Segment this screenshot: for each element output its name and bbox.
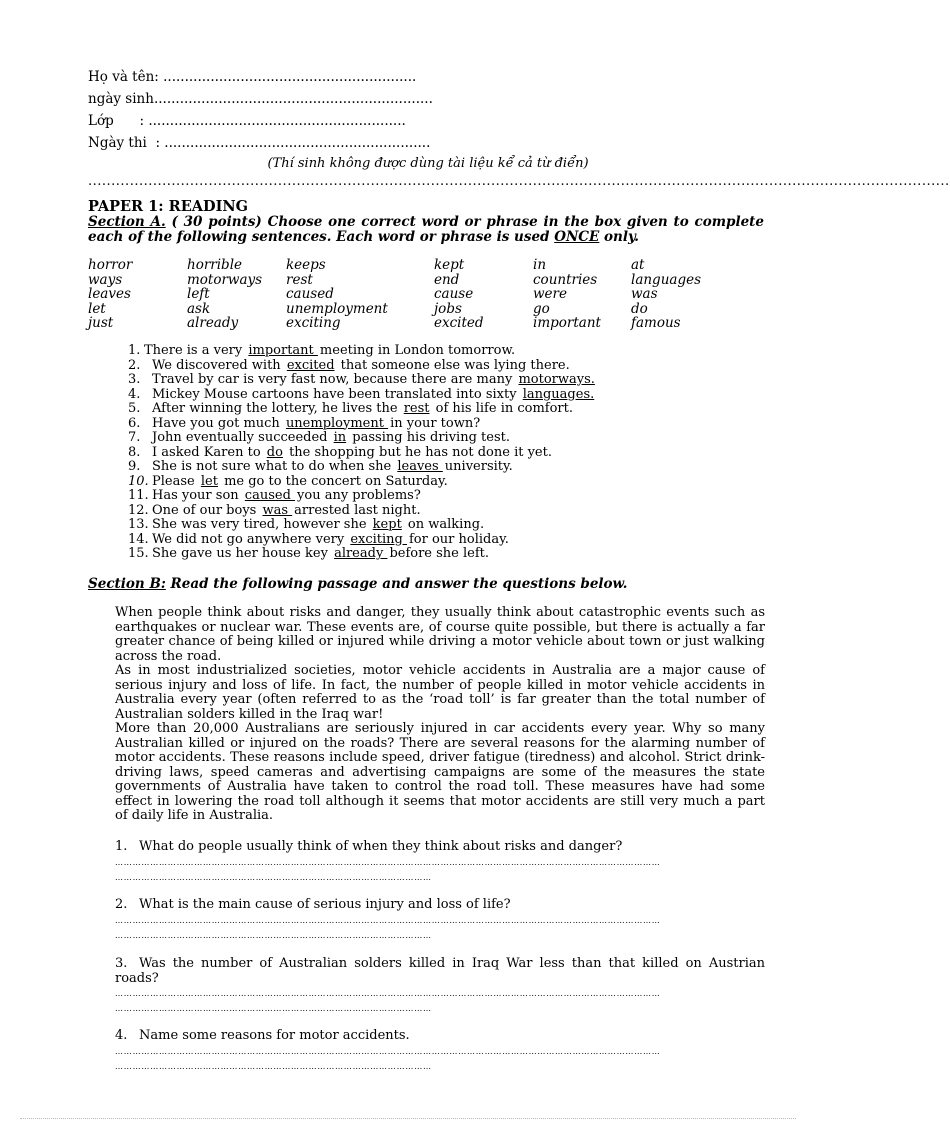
word-option: exciting xyxy=(286,315,341,331)
word-option: cause xyxy=(434,286,474,302)
class-label: Lớp xyxy=(88,113,114,129)
sentence-text: She was very tired, however she xyxy=(152,517,371,532)
word-option: jobs xyxy=(434,300,462,317)
sentence-item xyxy=(128,431,748,446)
sentence-list xyxy=(128,344,748,562)
word-option: let xyxy=(88,300,106,317)
name-line xyxy=(88,66,768,88)
word-option: kept xyxy=(434,257,465,273)
answer-line[interactable]: ……………………………………………………………………………………………… xyxy=(115,1004,432,1013)
sentence-text-end: before she left. xyxy=(389,546,490,561)
section-a-instructions xyxy=(88,215,764,245)
sentence-item xyxy=(128,489,748,504)
section-a-text-end: only. xyxy=(599,229,639,245)
sentence-number: 7. xyxy=(128,430,141,445)
word-option: rest xyxy=(286,271,313,288)
word-option: already xyxy=(187,315,239,331)
passage-paragraph: As in most industrialized societies, motor vehicle accidents in Australia are a major cause of serious injury and loss of life. In fact, the number of people killed in motor vehicle accidents in Australia every year (often referred to as the ‘road toll’ is far greater than the total number of Australian solders killed in the Iraq war! xyxy=(115,663,765,722)
sentence-item xyxy=(128,460,748,475)
question-2 xyxy=(115,898,765,943)
word-option: horrible xyxy=(187,257,242,273)
sentence-item xyxy=(128,344,748,359)
filled-answer[interactable]: exciting xyxy=(350,531,407,547)
sentence-text-end: passing his driving test. xyxy=(348,430,510,445)
exam-note: (Thí sinh không được dùng tài liệu kể cả từ điển) xyxy=(267,156,589,171)
word-box-row xyxy=(88,287,764,302)
question-number: 4. xyxy=(115,1028,128,1043)
sentence-text: Have you got much xyxy=(152,415,284,431)
filled-answer[interactable]: motorways. xyxy=(518,372,595,387)
question-text xyxy=(115,898,765,913)
sentence-text-end: arrested last night. xyxy=(294,502,421,518)
sentence-number: 11. xyxy=(128,488,149,503)
sentence-text: I asked Karen to xyxy=(152,444,265,460)
question-body: What is the main cause of serious injury and loss of life? xyxy=(139,897,511,912)
sentence-text-end: on walking. xyxy=(403,517,485,532)
separator-rule: .......................................................................................................................................................................................... xyxy=(88,174,950,189)
section-a-text: ( 30 points) Choose one correct word or phrase in the box given to complete each of the following sentences. Each word or phrase is used xyxy=(88,214,764,245)
passage-paragraph: More than 20,000 Australians are seriously injured in car accidents every year. Why so many Australian killed or injured on the roads? There are several reasons for the alarming number of motor accidents. These reasons include speed, driver fatigue (tiredness) and alcohol. Strict drink-driving laws, speed cameras and advertising campaigns are some of the measures the state governments of Australia have taken to control the road toll. These measures have had some effect in lowering the road toll although it seems that motor accidents are still very much a part of daily life in Australia. xyxy=(115,721,765,823)
word-option: at xyxy=(631,257,645,273)
filled-answer[interactable]: excited xyxy=(286,357,335,373)
sentence-number: 3. xyxy=(128,372,141,387)
word-option: in xyxy=(533,257,547,273)
question-number: 1. xyxy=(115,839,128,854)
section-b-heading xyxy=(88,576,628,592)
question-4 xyxy=(115,1029,765,1074)
word-box-row xyxy=(88,316,764,331)
sentence-text-end: for our holiday. xyxy=(409,531,509,547)
word-box xyxy=(88,258,764,331)
sentence-text: There is a very xyxy=(144,343,247,358)
filled-answer[interactable]: already xyxy=(334,546,388,561)
sentence-number: 13. xyxy=(128,517,149,532)
question-number: 3. xyxy=(115,956,128,971)
sentence-item xyxy=(128,402,748,417)
question-3 xyxy=(115,957,765,1016)
question-text xyxy=(115,957,765,986)
word-option: unemployment xyxy=(286,300,388,317)
page-bottom-rule xyxy=(20,1118,796,1119)
question-body: Name some reasons for motor accidents. xyxy=(139,1028,410,1043)
sentence-number: 2. xyxy=(128,357,141,373)
word-option: motorways xyxy=(187,271,263,288)
word-option: languages xyxy=(631,271,702,288)
sentence-number: 12. xyxy=(128,502,149,518)
filled-answer[interactable]: was xyxy=(262,502,293,518)
sentence-text: Has your son xyxy=(152,488,243,503)
sentence-text: We did not go anywhere very xyxy=(152,531,349,547)
answer-line[interactable]: ……………………………………………………………………………………………… xyxy=(115,930,432,940)
sentence-text-end: of his life in comfort. xyxy=(431,401,573,416)
sentence-text-end: that someone else was lying there. xyxy=(336,357,570,373)
word-option: end xyxy=(434,271,460,288)
sentence-number: 6. xyxy=(128,415,141,431)
word-option: were xyxy=(533,286,567,302)
passage-paragraph: When people think about risks and danger, they usually think about catastrophic events such as earthquakes or nuclear war. These events are, of course quite possible, but there is actually a far greater chance of being killed or injured while driving a motor vehicle about town or just walking across the road. xyxy=(115,605,765,664)
sentence-text-end: in your town? xyxy=(390,415,481,431)
class-sep: : xyxy=(113,113,149,129)
sentence-item xyxy=(128,359,748,374)
sentence-text: Please xyxy=(152,473,199,489)
sentence-item xyxy=(128,475,748,490)
filled-answer[interactable]: kept xyxy=(372,517,402,532)
sentence-item xyxy=(128,417,748,432)
paper-title: PAPER 1: READING xyxy=(88,198,248,215)
filled-answer[interactable]: caused xyxy=(244,488,296,503)
sentence-number: 8. xyxy=(128,444,141,460)
word-option: ask xyxy=(187,300,211,317)
section-b-label: Section B: xyxy=(88,576,166,592)
question-body: What do people usually think of when they think about risks and danger? xyxy=(139,839,623,854)
sentence-text: Travel by car is very fast now, because there are many xyxy=(152,372,517,387)
answer-line[interactable]: …………………………………………………………………………………………………………………………………………………………………… xyxy=(115,989,661,998)
question-body: Was the number of Australian solders killed in Iraq War less than that killed on Austrian roads? xyxy=(115,956,765,986)
question-text xyxy=(115,1029,765,1044)
sentence-text: One of our boys xyxy=(152,502,261,518)
sentence-number: 9. xyxy=(128,459,141,474)
filled-answer[interactable]: leaves xyxy=(397,459,443,474)
answer-line[interactable]: …………………………………………………………………………………………………………………………………………………………………… xyxy=(115,857,661,867)
student-info xyxy=(88,66,768,154)
date-dots: .............................................................. xyxy=(164,135,431,151)
sentence-number: 5. xyxy=(128,401,141,416)
date-label: Ngày thi xyxy=(88,135,147,151)
word-option: countries xyxy=(533,271,598,288)
dob-label: ngày sinh xyxy=(88,91,154,107)
answer-line[interactable]: …………………………………………………………………………………………………………………………………………………………………… xyxy=(115,915,661,925)
filled-answer[interactable]: unemployment xyxy=(285,415,389,431)
word-option: excited xyxy=(434,315,484,331)
word-option: caused xyxy=(286,286,334,302)
sentence-text: She is not sure what to do when she xyxy=(152,459,396,474)
word-option: do xyxy=(631,300,648,317)
sentence-text-end: meeting in London tomorrow. xyxy=(319,343,516,358)
sentence-text: She gave us her house key xyxy=(152,546,333,561)
word-option: just xyxy=(88,315,114,331)
sentence-text-end: the shopping but he has not done it yet. xyxy=(284,444,552,460)
filled-answer[interactable]: languages. xyxy=(522,386,595,402)
filled-answer[interactable]: important xyxy=(248,343,318,358)
sentence-text: John eventually succeeded xyxy=(152,430,332,445)
reading-passage xyxy=(115,606,765,824)
name-label: Họ và tên: xyxy=(88,69,164,85)
question-1 xyxy=(115,840,765,885)
word-option: horror xyxy=(88,257,133,273)
sentence-number: 14. xyxy=(128,531,149,547)
sentence-text-end: university. xyxy=(444,459,513,474)
sentence-item xyxy=(128,518,748,533)
sentence-item xyxy=(128,388,748,403)
word-box-row xyxy=(88,273,764,288)
sentence-item xyxy=(128,504,748,519)
class-dots: ............................................................ xyxy=(148,113,406,129)
dob-dots: ................................................................. xyxy=(153,91,433,107)
sentence-number: 10. xyxy=(128,473,149,489)
filled-answer[interactable]: let xyxy=(200,473,218,489)
sentence-number: 4. xyxy=(128,386,141,402)
sentence-number: 1. xyxy=(128,343,141,358)
name-dots: ........................................................... xyxy=(163,69,417,85)
sentence-text: Mickey Mouse cartoons have been translated into sixty xyxy=(152,386,521,402)
filled-answer[interactable]: do xyxy=(266,444,283,460)
sentence-item xyxy=(128,547,748,562)
filled-answer[interactable]: rest xyxy=(403,401,430,416)
sentence-item xyxy=(128,533,748,548)
word-box-row xyxy=(88,258,764,273)
sentence-item xyxy=(128,373,748,388)
class-line xyxy=(88,110,768,132)
section-b-text: Read the following passage and answer the questions below. xyxy=(165,576,628,592)
word-option: go xyxy=(533,300,550,317)
word-option: famous xyxy=(631,315,681,331)
dob-line xyxy=(88,88,768,110)
question-number: 2. xyxy=(115,897,128,912)
sentence-text-end: me go to the concert on Saturday. xyxy=(219,473,448,489)
once-emphasis: ONCE xyxy=(554,229,600,245)
question-text xyxy=(115,840,765,855)
word-option: ways xyxy=(88,271,123,288)
date-sep: : xyxy=(146,135,165,151)
date-line xyxy=(88,132,768,154)
sentence-text: After winning the lottery, he lives the xyxy=(152,401,402,416)
answer-line[interactable]: ……………………………………………………………………………………………… xyxy=(115,1061,432,1071)
sentence-number: 15. xyxy=(128,546,149,561)
word-box-row xyxy=(88,302,764,317)
word-option: leaves xyxy=(88,286,131,302)
sentence-item xyxy=(128,446,748,461)
answer-line[interactable]: ……………………………………………………………………………………………… xyxy=(115,872,432,882)
word-option: important xyxy=(533,315,601,331)
filled-answer[interactable]: in xyxy=(333,430,347,445)
word-option: was xyxy=(631,286,658,302)
sentence-text: We discovered with xyxy=(152,357,285,373)
sentence-text-end: you any problems? xyxy=(297,488,421,503)
section-a-label: Section A. xyxy=(88,214,166,230)
word-option: keeps xyxy=(286,257,326,273)
word-option: left xyxy=(187,286,210,302)
answer-line[interactable]: …………………………………………………………………………………………………………………………………………………………………… xyxy=(115,1046,661,1056)
